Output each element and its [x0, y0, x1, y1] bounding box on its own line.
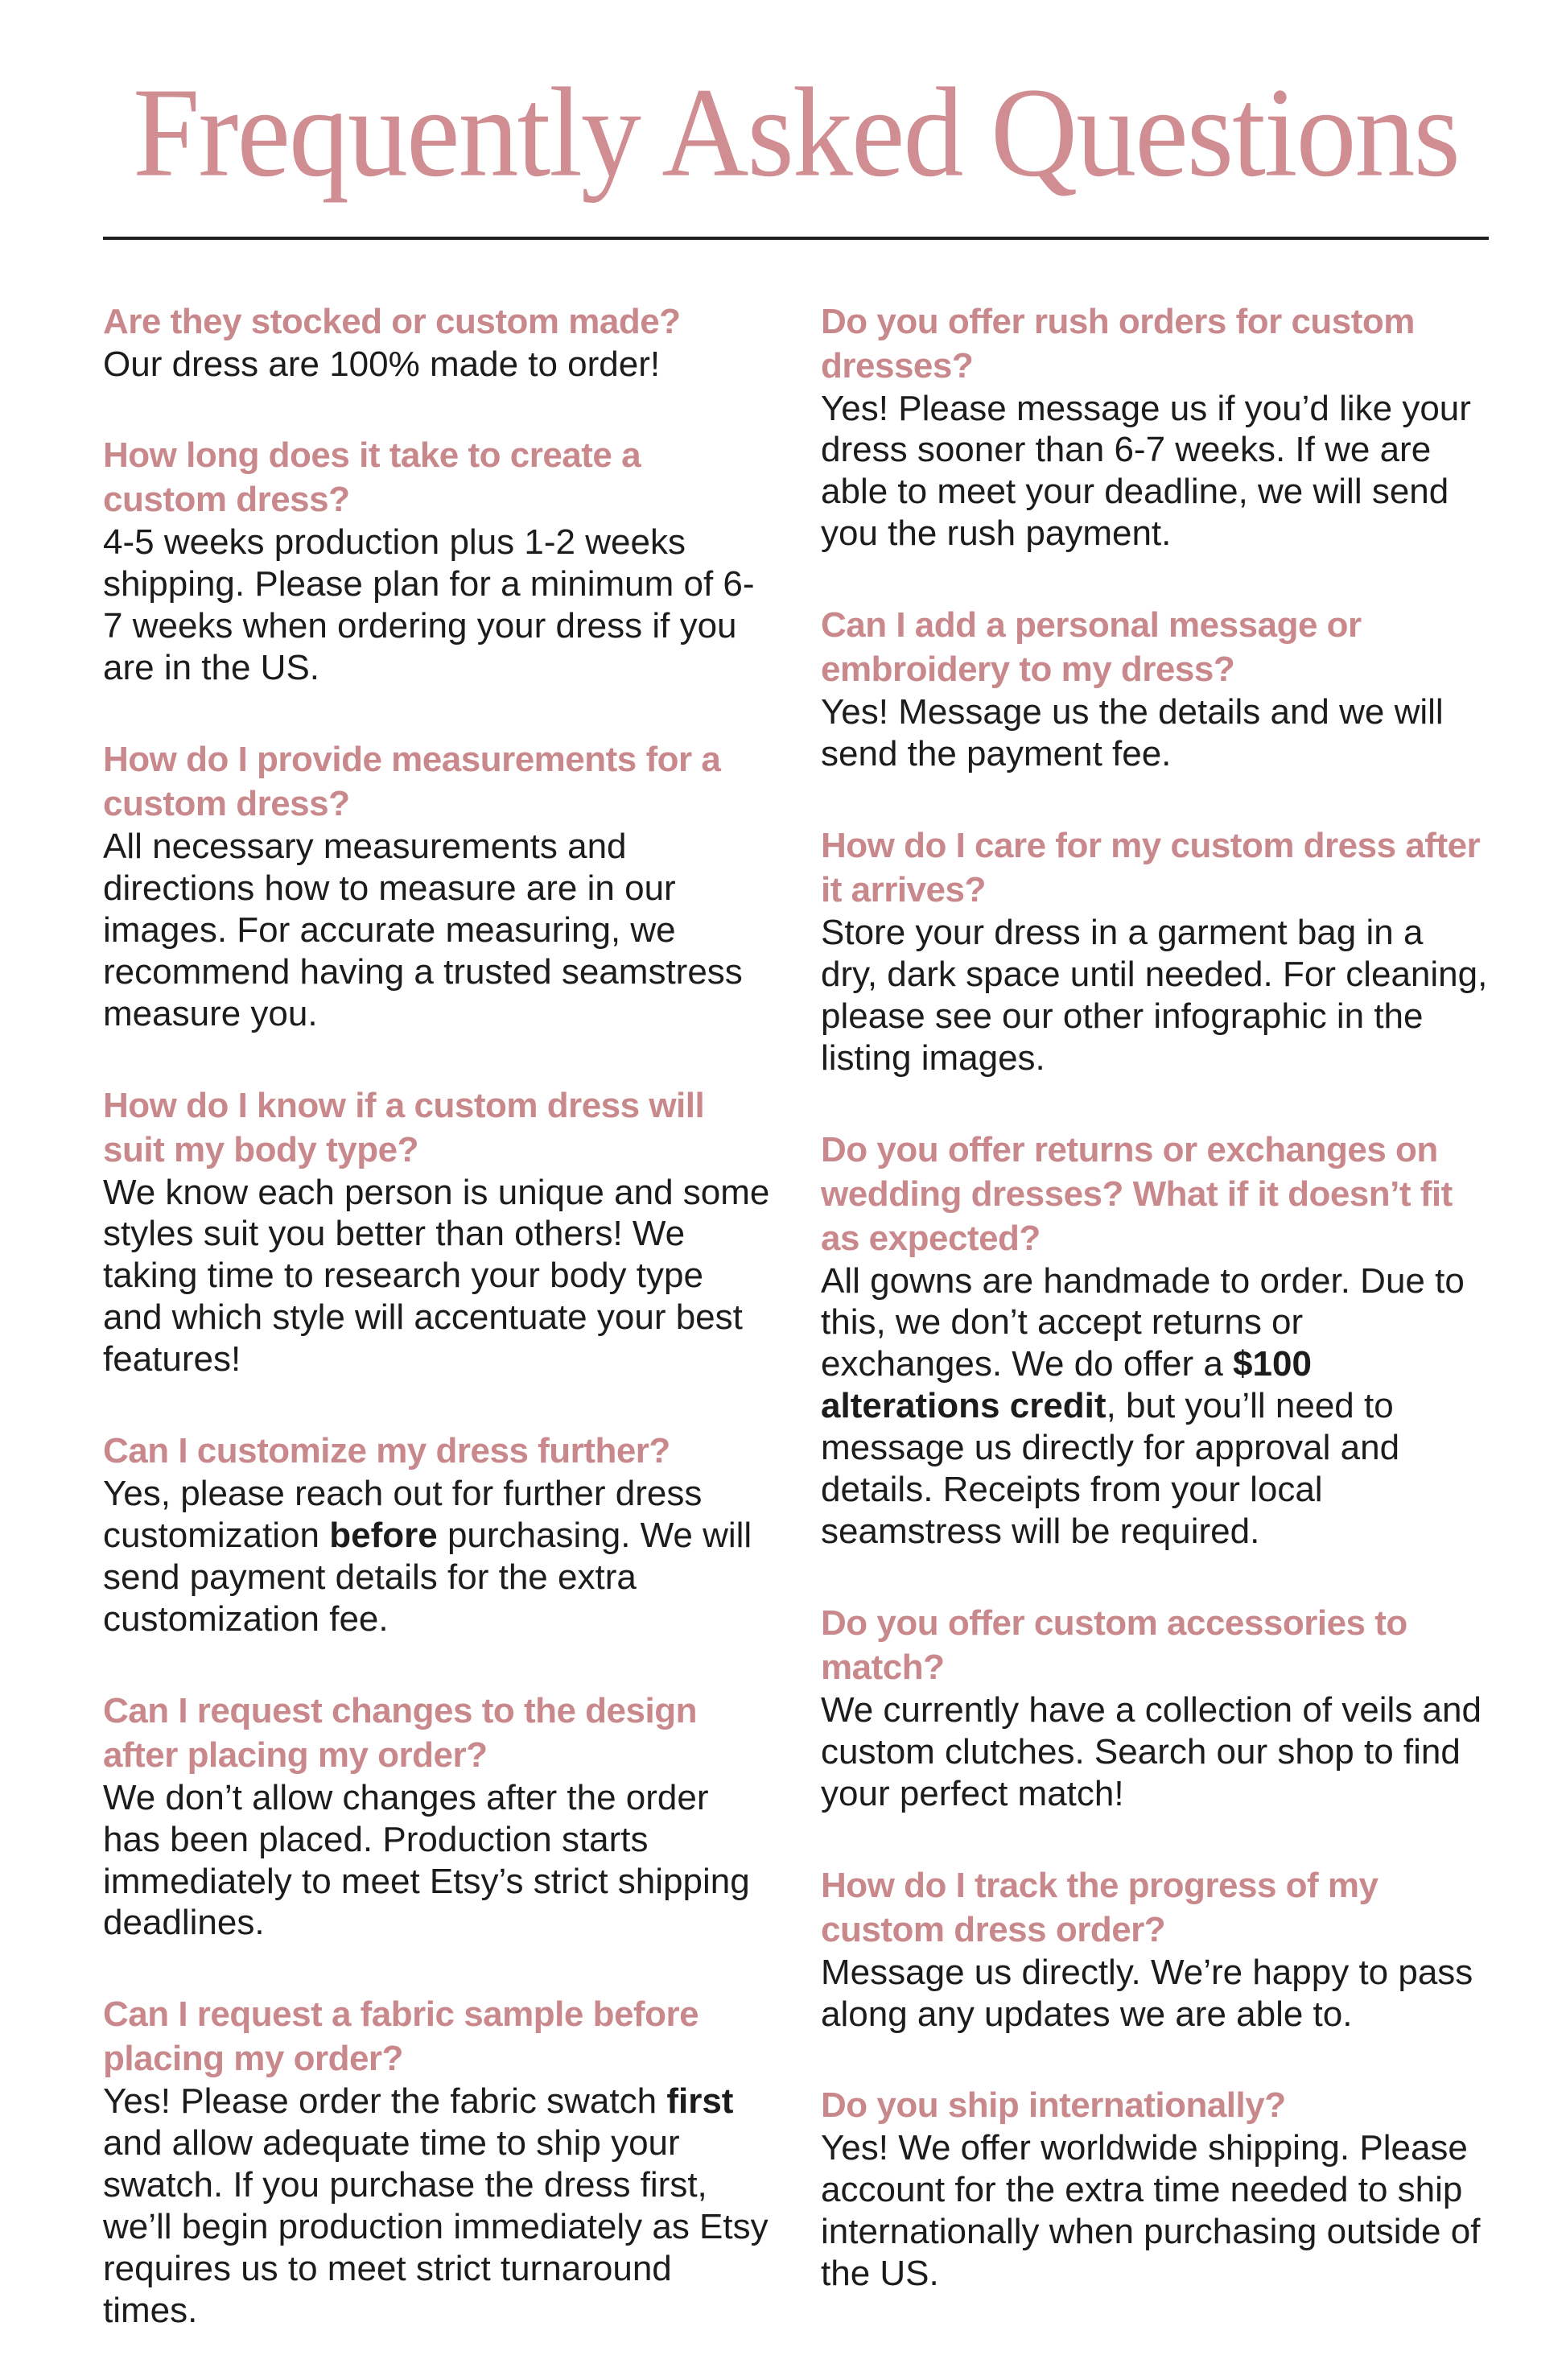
title-divider	[103, 237, 1489, 240]
answer-text: We currently have a collection of veils and custom clutches. Search our shop to find your perfect match!	[821, 1689, 1482, 1813]
faq-columns	[103, 299, 1489, 2380]
faq-question: How do I care for my custom dress after it arrives?	[821, 825, 1481, 910]
answer-text: Yes! Message us the details and we will send the payment fee.	[821, 692, 1444, 774]
faq-question: Do you offer custom accessories to match?	[821, 1602, 1407, 1687]
faq-question: Can I customize my dress further?	[103, 1431, 670, 1471]
faq-answer	[103, 1777, 771, 1945]
faq-item	[821, 1863, 1489, 2036]
answer-text: Message us directly. We’re happy to pass along any updates we are able to.	[821, 1952, 1473, 2034]
answer-text: and allow adequate time to ship your swatch. If you purchase the dress first, we’ll begin production immediately as Etsy requires us to meet strict turnaround times.	[103, 2123, 769, 2330]
faq-answer	[103, 344, 771, 386]
faq-question: Do you offer returns or exchanges on wedding dresses? What if it doesn’t fit as expected?	[821, 1129, 1453, 1258]
faq-item	[103, 1689, 771, 1945]
page-title: Frequently Asked Questions	[133, 61, 1459, 204]
faq-answer	[821, 388, 1489, 555]
faq-item	[103, 737, 771, 1035]
faq-item	[103, 1429, 771, 1640]
faq-answer	[821, 2127, 1489, 2295]
faq-item	[103, 433, 771, 689]
faq-item	[821, 603, 1489, 775]
answer-text: purchasing. We will send payment details for the extra customization fee.	[103, 1516, 752, 1639]
faq-item	[103, 299, 771, 386]
faq-item	[103, 1992, 771, 2331]
faq-item	[821, 1128, 1489, 1553]
answer-text: All gowns are handmade to order. Due to this, we don’t accept returns or exchanges. We do offer a	[821, 1260, 1465, 1384]
faq-answer	[103, 1172, 771, 1381]
faq-answer	[103, 522, 771, 689]
answer-bold-text: $100 alterations credit	[821, 1344, 1312, 1426]
faq-column-right	[821, 299, 1489, 2380]
faq-question: Can I add a personal message or embroidery to my dress?	[821, 605, 1362, 690]
answer-text: All necessary measurements and directions how to measure are in our images. For accurate measuring, we recommend having a trusted seamstress measure you.	[103, 827, 743, 1033]
faq-answer	[821, 1260, 1489, 1553]
answer-bold-text: before	[329, 1516, 438, 1555]
faq-column-left	[103, 299, 771, 2380]
faq-item	[821, 299, 1489, 555]
faq-question: Can I request a fabric sample before placing my order?	[103, 1994, 699, 2079]
answer-text: Yes! Please message us if you’d like your dress sooner than 6-7 weeks. If we are able to meet your deadline, we will send you the rush payment.	[821, 388, 1471, 554]
faq-question: Are they stocked or custom made?	[103, 301, 681, 341]
faq-question: Do you ship internationally?	[821, 2085, 1286, 2126]
faq-answer	[103, 2081, 771, 2331]
answer-text: , but you’ll need to message us directly for approval and details. Receipts from your local seamstress will be required.	[821, 1386, 1400, 1551]
answer-text: Yes, please reach out for further dress customization	[103, 1474, 703, 1555]
faq-item	[821, 1601, 1489, 1815]
faq-answer	[821, 1952, 1489, 2036]
faq-answer	[821, 691, 1489, 775]
faq-answer	[103, 1473, 771, 1640]
faq-answer	[103, 826, 771, 1035]
answer-text: Store your dress in a garment bag in a dry, dark space until needed. For cleaning, please see our other infographic in the listing images.	[821, 912, 1488, 1078]
answer-text: Our dress are 100% made to order!	[103, 344, 661, 384]
faq-answer	[821, 1689, 1489, 1815]
answer-text: Yes! Please order the fabric swatch	[103, 2081, 667, 2122]
answer-text: Yes! We offer worldwide shipping. Please account for the extra time needed to ship internationally when purchasing outside of the US.	[821, 2128, 1481, 2294]
faq-question: How do I track the progress of my custom dress order?	[821, 1865, 1378, 1949]
faq-question: Do you offer rush orders for custom dresses?	[821, 301, 1415, 386]
faq-item	[103, 1083, 771, 1381]
faq-question: Can I request changes to the design after placing my order?	[103, 1690, 697, 1775]
faq-answer	[821, 912, 1489, 1079]
faq-question: How do I know if a custom dress will suit my body type?	[103, 1085, 705, 1169]
faq-question: How do I provide measurements for a custom dress?	[103, 740, 721, 824]
answer-text: We don’t allow changes after the order has been placed. Production starts immediately to meet Etsy’s strict shipping deadlines.	[103, 1777, 750, 1943]
faq-question: How long does it take to create a custom dress?	[103, 435, 641, 520]
faq-item	[821, 823, 1489, 1079]
answer-text: 4-5 weeks production plus 1-2 weeks shipping. Please plan for a minimum of 6-7 weeks when ordering your dress if you are in the US.	[103, 522, 755, 688]
answer-bold-text: first	[666, 2081, 734, 2122]
faq-item	[821, 2083, 1489, 2295]
answer-text: We know each person is unique and some styles suit you better than others! We taking time to research your body type and which style will accentuate your best features!	[103, 1172, 770, 1380]
